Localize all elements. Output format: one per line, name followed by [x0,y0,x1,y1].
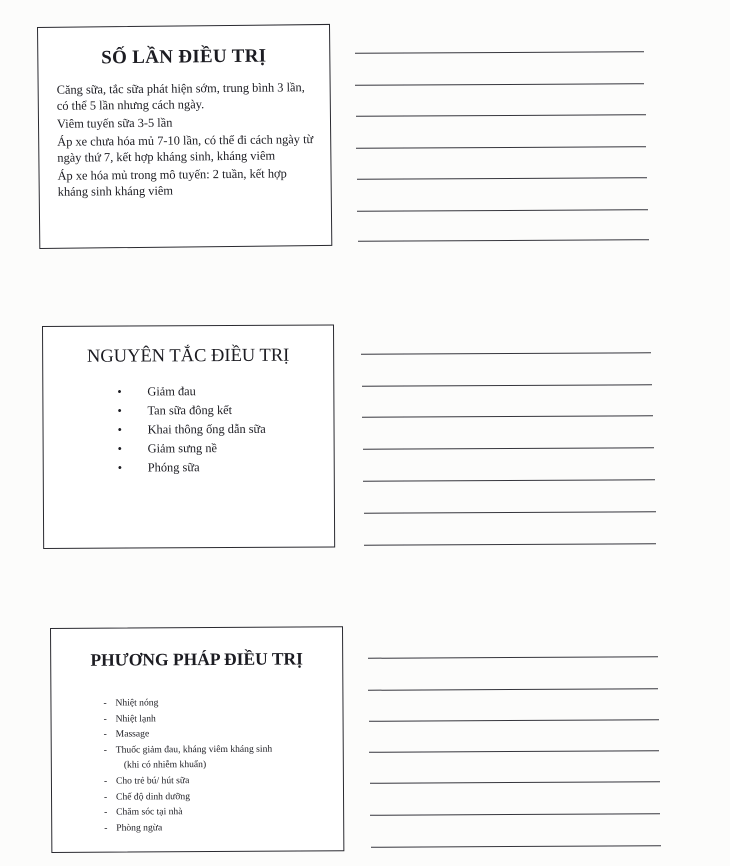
list-item-text: Nhiệt nóng [115,697,159,709]
note-line [357,177,647,180]
list-item-text: Thuốc giảm đau, kháng viêm kháng sinh [115,743,273,756]
note-line [358,239,649,242]
note-line [362,384,652,387]
slide-title: PHƯƠNG PHÁP ĐIỀU TRỊ [90,648,303,670]
dash-icon: - [103,744,107,756]
slide-nguyen-tac-dieu-tri [42,324,335,549]
list-item-text: Cho trẻ bú/ hút sữa [115,775,190,787]
note-line [364,511,656,514]
slide-so-lan-dieu-tri [37,24,332,249]
list-item-text: Giảm đau [147,384,196,399]
list-item-text: Chế độ dinh dưỡng [115,790,191,803]
list-item-text: Giảm sưng nề [147,441,218,456]
list-item-text: Khai thông ống dẫn sữa [147,421,266,437]
note-line [357,209,648,212]
slide-title: SỐ LẦN ĐIỀU TRỊ [101,45,267,69]
dash-icon: - [104,806,108,818]
dash-icon: - [103,791,108,803]
list-item [104,710,272,727]
list-item [104,788,272,805]
dash-list [103,695,272,836]
paragraph: Áp xe hóa mủ trong mô tuyến: 2 tuần, kết hợp kháng sinh kháng viêm [57,166,287,199]
list-item [103,695,271,712]
note-line [363,479,655,482]
note-line [363,447,654,450]
paragraph: Áp xe chưa hóa mủ 7-10 lần, có thể đi cách ngày từ ngày thứ 7, kết hợp kháng sinh, kháng viêm [57,132,314,165]
dash-icon: - [103,697,107,709]
bullet-icon: • [117,384,122,399]
list-item-text: Phòng ngừa [116,822,163,834]
note-line [369,719,659,722]
note-line [368,688,658,691]
bullet-icon: • [117,403,122,418]
paragraph: Căng sữa, tắc sữa phát hiện sớm, trung bình 3 lần, có thể 5 lần nhưng cách ngày. [56,80,305,113]
note-line [371,845,661,848]
list-item [104,726,272,743]
note-line [356,114,646,117]
list-item [104,804,272,821]
note-line [370,781,660,784]
note-line [355,51,644,54]
list-item-continuation: (khi có nhiễm khuẩn) [123,759,207,771]
list-item-text: Chăm sóc tại nhà [116,806,183,818]
slide-phuong-phap-dieu-tri [50,626,344,853]
list-item-text: Phóng sữa [147,460,200,475]
dash-icon: - [103,713,107,725]
list-item [104,773,272,790]
bullet-icon: • [117,422,122,437]
list-item [104,819,272,836]
slide-title: NGUYÊN TẮC ĐIỀU TRỊ [86,345,290,367]
note-line [368,656,658,659]
note-line [355,83,644,86]
note-line [364,543,656,546]
bullet-icon: • [117,441,123,456]
dash-icon: - [103,775,108,787]
list-item-text: Nhiệt lạnh [115,712,156,725]
paragraph: Viêm tuyến sữa 3-5 lần [56,115,173,131]
note-line [356,146,646,149]
note-line [362,415,653,418]
list-item [104,741,273,773]
dash-icon: - [103,728,107,740]
note-line [369,750,659,753]
note-line [361,352,651,355]
dash-icon: - [104,822,108,834]
bullet-icon: • [117,460,123,475]
list-item-text: Tan sữa đông kết [147,403,233,418]
note-line [370,813,660,816]
slide-body [57,79,318,202]
list-item-text: Massage [115,728,150,740]
